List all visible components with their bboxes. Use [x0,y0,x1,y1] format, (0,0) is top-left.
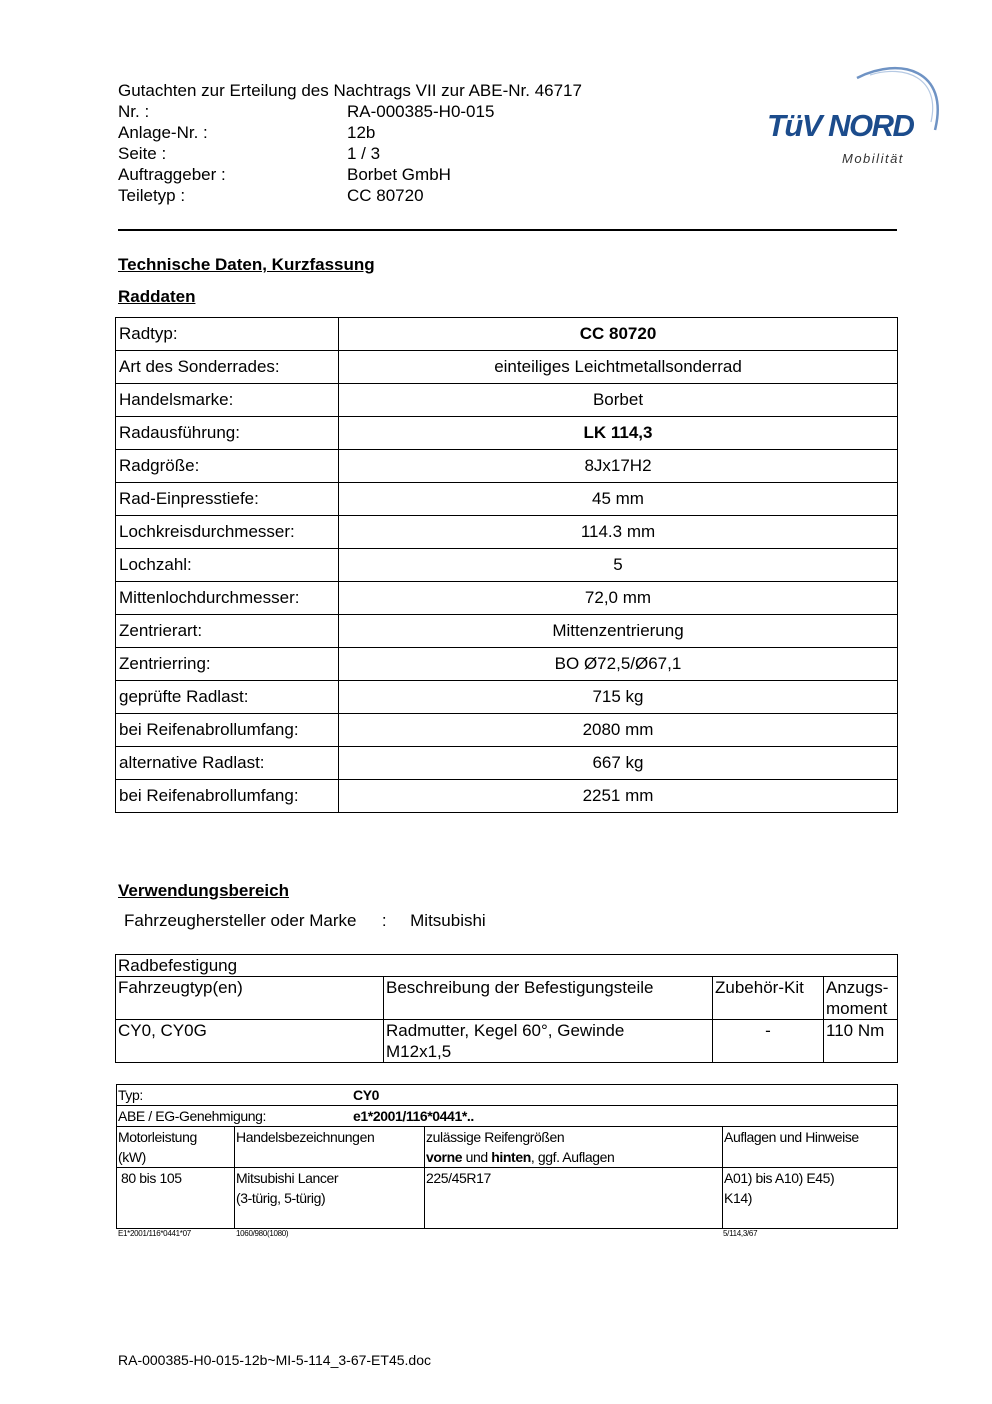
cell-zubehoer-kit: - [713,1020,824,1063]
row-value: 45 mm [339,483,898,516]
table-row [116,318,898,351]
section-title-verwendungsbereich: Verwendungsbereich [118,881,289,900]
header-line: Anzugs- [826,978,889,997]
header-bold-hinten: hinten [491,1149,531,1165]
cell-line: M12x1,5 [386,1042,452,1061]
header-text: , ggf. Auflagen [530,1149,615,1165]
radbefestigung-table [115,954,898,1063]
table-header-row [117,1127,898,1168]
table-row [116,384,898,417]
table-row [116,450,898,483]
abe-label: ABE / EG-Genehmigung: [118,1108,267,1124]
typ-row [117,1085,898,1106]
cell-line: A01) bis A10) E45) [724,1170,835,1186]
table-row [116,417,898,450]
footer-filename: RA-000385-H0-015-12b~MI-5-114_3-67-ET45.doc [118,1352,431,1368]
table-row [116,681,898,714]
header-label: Seite : [118,144,167,163]
header-value: Borbet GmbH [347,165,451,184]
header-bold-vorne: vorne [426,1149,463,1165]
column-header [824,977,898,1020]
row-label: Mittenlochdurchmesser: [116,582,339,615]
column-header-handel: Handelsbezeichnungen [235,1127,425,1168]
table-row [116,582,898,615]
row-label: Zentrierring: [116,648,339,681]
footnote-bolt-pattern: 5/114,3/67 [723,1229,758,1238]
header-row-anlage [118,122,582,143]
row-value: 2251 mm [339,780,898,813]
header-value: RA-000385-H0-015 [347,102,495,121]
row-label: Radausführung: [116,417,339,450]
header-line: Motorleistung [118,1129,197,1145]
row-value: einteiliges Leichtmetallsonderrad [339,351,898,384]
row-label: Lochkreisdurchmesser: [116,516,339,549]
table-row [116,615,898,648]
row-label: Rad-Einpresstiefe: [116,483,339,516]
table-row [116,648,898,681]
abe-value: e1*2001/116*0441*.. [353,1108,474,1124]
tuv-nord-logo [765,60,945,170]
logo-subtitle: Mobilität [842,151,904,166]
row-value: LK 114,3 [339,417,898,450]
table-row [116,714,898,747]
column-header: Zubehör-Kit [713,977,824,1020]
document-title: Gutachten zur Erteilung des Nachtrags VII zur ABE-Nr. 46717 [118,81,582,100]
row-value: 667 kg [339,747,898,780]
typ-label: Typ: [118,1087,143,1103]
row-label: Lochzahl: [116,549,339,582]
manufacturer-line [124,911,486,931]
row-value: BO Ø72,5/Ø67,1 [339,648,898,681]
column-header-leistung [117,1127,235,1168]
header-row-nr [118,101,582,122]
column-header-reifen [425,1127,723,1168]
row-label: bei Reifenabrollumfang: [116,714,339,747]
table-row [116,747,898,780]
manufacturer-label: Fahrzeughersteller oder Marke [124,911,357,930]
header-label: Nr. : [118,102,150,121]
logo-wordmark: TüV NORD [767,108,914,143]
table-header-row [116,977,898,1020]
cell-auflagen [723,1168,898,1229]
table-row [116,1020,898,1063]
header-row-teiletyp [118,185,582,206]
row-label: bei Reifenabrollumfang: [116,780,339,813]
abe-row [117,1106,898,1127]
row-label: Radgröße: [116,450,339,483]
row-label: geprüfte Radlast: [116,681,339,714]
row-value: Mittenzentrierung [339,615,898,648]
table-row [116,351,898,384]
header-label: Auftraggeber : [118,165,226,184]
cell-reifen: 225/45R17 [425,1168,723,1229]
header-row-seite [118,143,582,164]
table-row [116,549,898,582]
cell-line: Radmutter, Kegel 60°, Gewinde [386,1021,625,1040]
raddaten-table [115,317,898,813]
row-value: 2080 mm [339,714,898,747]
header-line: moment [826,999,888,1018]
table-row [116,483,898,516]
row-value: 72,0 mm [339,582,898,615]
column-header: Fahrzeugtyp(en) [116,977,384,1020]
typ-table [116,1084,898,1229]
footnote-loads: 1060/980(1080) [236,1229,289,1238]
cell-beschreibung [384,1020,713,1063]
header-line: (kW) [118,1149,146,1165]
row-label: alternative Radlast: [116,747,339,780]
column-header: Beschreibung der Befestigungsteile [384,977,713,1020]
cell-line: Mitsubishi Lancer [236,1170,339,1186]
table-row [117,1085,898,1106]
header-line: zulässige Reifengrößen [426,1129,565,1145]
header-divider [118,229,897,231]
table-row [116,516,898,549]
header-value: 1 / 3 [347,144,381,163]
header-row-auftraggeber [118,164,582,185]
header-text: und [462,1149,492,1165]
row-value: Borbet [339,384,898,417]
manufacturer-separator: : [381,911,387,930]
row-label: Zentrierart: [116,615,339,648]
footnote-approval: E1*2001/116*0441*07 [118,1229,191,1238]
row-value: 8Jx17H2 [339,450,898,483]
section-title-raddaten: Raddaten [118,287,196,306]
row-label: Art des Sonderrades: [116,351,339,384]
header-line [426,1147,721,1167]
radbefestigung-title: Radbefestigung [116,955,898,977]
header-value: 12b [347,123,376,142]
row-value: CC 80720 [339,318,898,351]
cell-line: (3-türig, 5-türig) [236,1190,326,1206]
cell-leistung: 80 bis 105 [117,1168,235,1229]
row-value: 715 kg [339,681,898,714]
header-label: Teiletyp : [118,186,186,205]
manufacturer-value: Mitsubishi [410,911,486,930]
table-row [117,1106,898,1127]
cell-anzugsmoment: 110 Nm [824,1020,898,1063]
table-row [116,955,898,977]
section-title-technische-daten: Technische Daten, Kurzfassung [118,255,375,274]
cell-line: K14) [724,1190,752,1206]
typ-value: CY0 [353,1087,380,1103]
row-label: Radtyp: [116,318,339,351]
table-row [116,780,898,813]
cell-handel [235,1168,425,1229]
header-value: CC 80720 [347,186,424,205]
row-value: 5 [339,549,898,582]
row-label: Handelsmarke: [116,384,339,417]
cell-fahrzeugtyp: CY0, CY0G [116,1020,384,1063]
table-row [117,1168,898,1229]
document-header [118,80,582,206]
column-header-auflagen: Auflagen und Hinweise [723,1127,898,1168]
row-value: 114.3 mm [339,516,898,549]
header-label: Anlage-Nr. : [118,123,208,142]
